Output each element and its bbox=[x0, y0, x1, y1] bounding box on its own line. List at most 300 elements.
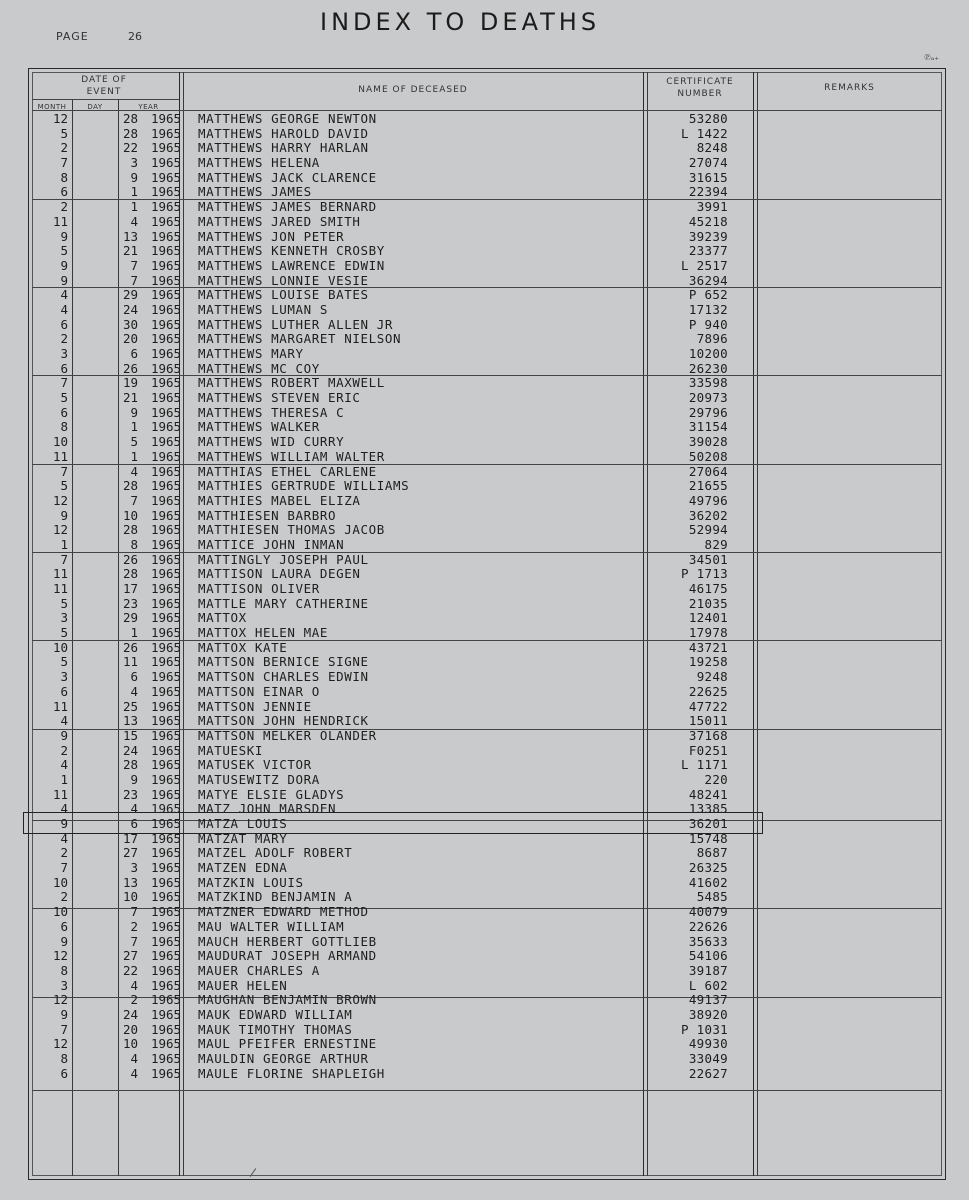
name-cell: MATZAT MARY bbox=[198, 830, 288, 846]
year-cell: 1965 bbox=[150, 331, 182, 347]
name-cell: MATTHEWS MARGARET NIELSON bbox=[198, 331, 402, 347]
name-cell: MATTHEWS HARRY HARLAN bbox=[198, 140, 369, 156]
month-cell: 7 bbox=[60, 1021, 68, 1037]
year-cell: 1965 bbox=[150, 492, 182, 508]
table-row bbox=[32, 303, 762, 318]
day-cell: 26 bbox=[122, 639, 138, 655]
table-row bbox=[32, 611, 762, 626]
certificate-cell: 27064 bbox=[688, 463, 728, 479]
year-cell: 1965 bbox=[150, 977, 182, 993]
table-row bbox=[32, 920, 762, 935]
table-row bbox=[32, 391, 762, 406]
month-cell: 7 bbox=[60, 551, 68, 567]
year-cell: 1965 bbox=[150, 257, 182, 273]
day-cell: 4 bbox=[130, 801, 138, 817]
certificate-cell: 19258 bbox=[688, 654, 728, 670]
table-row bbox=[32, 538, 762, 553]
year-cell: 1965 bbox=[150, 757, 182, 773]
certificate-cell: L 602 bbox=[688, 977, 728, 993]
day-cell: 22 bbox=[122, 962, 138, 978]
year-cell: 1965 bbox=[150, 669, 182, 685]
certificate-cell: 36294 bbox=[688, 272, 728, 288]
page-number: 26 bbox=[128, 30, 142, 43]
month-cell: 2 bbox=[60, 140, 68, 156]
certificate-cell: 49930 bbox=[688, 1036, 728, 1052]
year-cell: 1965 bbox=[150, 272, 182, 288]
day-cell: 28 bbox=[122, 125, 138, 141]
month-cell: 3 bbox=[60, 977, 68, 993]
day-cell: 9 bbox=[130, 771, 138, 787]
table-row bbox=[32, 141, 762, 156]
name-cell: MAUK TIMOTHY THOMAS bbox=[198, 1021, 353, 1037]
table-row bbox=[32, 435, 762, 450]
header-rule-date bbox=[32, 99, 179, 100]
day-cell: 1 bbox=[130, 199, 138, 215]
month-cell: 9 bbox=[60, 816, 68, 831]
certificate-cell: 48241 bbox=[688, 786, 728, 802]
year-cell: 1965 bbox=[150, 845, 182, 861]
day-cell: 1 bbox=[130, 184, 138, 200]
name-cell: MATTHEWS KENNETH CROSBY bbox=[198, 243, 385, 259]
month-cell: 1 bbox=[60, 536, 68, 552]
table-row bbox=[32, 846, 762, 861]
month-cell: 4 bbox=[60, 301, 68, 317]
month-cell: 10 bbox=[52, 874, 68, 890]
month-cell: 3 bbox=[60, 669, 68, 685]
month-cell: 6 bbox=[60, 683, 68, 699]
table-row bbox=[32, 788, 762, 803]
year-cell: 1965 bbox=[150, 713, 182, 729]
day-cell: 4 bbox=[130, 463, 138, 479]
name-cell: MATUSEK VICTOR bbox=[198, 757, 312, 773]
certificate-cell: 17132 bbox=[688, 301, 728, 317]
header-date-of-event: DATE OF EVENT bbox=[81, 75, 127, 97]
certificate-cell: 31154 bbox=[688, 419, 728, 435]
table-row bbox=[32, 318, 762, 333]
month-cell: 6 bbox=[60, 316, 68, 332]
name-cell: MATTHEWS LUTHER ALLEN JR bbox=[198, 316, 394, 332]
day-cell: 6 bbox=[130, 816, 138, 831]
table-row bbox=[32, 274, 762, 289]
table-row bbox=[32, 1008, 762, 1023]
year-cell: 1965 bbox=[150, 419, 182, 435]
certificate-cell: 15011 bbox=[688, 713, 728, 729]
year-cell: 1965 bbox=[150, 654, 182, 670]
name-cell: MAULE FLORINE SHAPLEIGH bbox=[198, 1065, 385, 1081]
table-row bbox=[32, 420, 762, 435]
certificate-cell: L 1171 bbox=[681, 757, 728, 773]
month-cell: 8 bbox=[60, 419, 68, 435]
name-cell: MATTHEWS MARY bbox=[198, 346, 304, 361]
table-row bbox=[32, 347, 762, 362]
year-cell: 1965 bbox=[150, 801, 182, 817]
year-cell: 1965 bbox=[150, 111, 182, 126]
day-cell: 10 bbox=[122, 507, 138, 523]
certificate-cell: 20973 bbox=[688, 390, 728, 406]
name-cell: MATTSON CHARLES EDWIN bbox=[198, 669, 369, 685]
year-cell: 1965 bbox=[150, 1036, 182, 1052]
table-row bbox=[32, 700, 762, 715]
name-cell: MATZKIND BENJAMIN A bbox=[198, 889, 353, 905]
day-cell: 10 bbox=[122, 1036, 138, 1052]
certificate-cell: 22625 bbox=[688, 683, 728, 699]
month-cell: 10 bbox=[52, 639, 68, 655]
table-row bbox=[32, 655, 762, 670]
certificate-cell: 45218 bbox=[688, 213, 728, 229]
year-cell: 1965 bbox=[150, 522, 182, 538]
table-row bbox=[32, 626, 762, 641]
name-cell: MATTHEWS MC COY bbox=[198, 360, 320, 376]
certificate-cell: 23377 bbox=[688, 243, 728, 259]
name-cell: MATTSON JENNIE bbox=[198, 698, 312, 714]
certificate-cell: 47722 bbox=[688, 698, 728, 714]
month-cell: 5 bbox=[60, 125, 68, 141]
year-cell: 1965 bbox=[150, 889, 182, 905]
year-cell: 1965 bbox=[150, 1065, 182, 1081]
certificate-cell: 33049 bbox=[688, 1051, 728, 1066]
table-row bbox=[32, 509, 762, 524]
month-cell: 5 bbox=[60, 625, 68, 641]
name-cell: MATZA LOUIS bbox=[198, 816, 288, 831]
name-cell: MATZKIN LOUIS bbox=[198, 874, 304, 890]
name-cell: MAUER CHARLES A bbox=[198, 962, 320, 978]
table-row bbox=[32, 406, 762, 421]
day-cell: 7 bbox=[130, 272, 138, 288]
month-cell: 9 bbox=[60, 228, 68, 244]
year-cell: 1965 bbox=[150, 360, 182, 376]
day-cell: 7 bbox=[130, 492, 138, 508]
year-cell: 1965 bbox=[150, 155, 182, 171]
name-cell: MATTOX bbox=[198, 610, 247, 626]
month-cell: 8 bbox=[60, 1051, 68, 1066]
year-cell: 1965 bbox=[150, 771, 182, 787]
table-row bbox=[32, 171, 762, 186]
table-row bbox=[32, 450, 762, 465]
table-row bbox=[32, 1052, 762, 1067]
month-cell: 9 bbox=[60, 727, 68, 743]
day-cell: 15 bbox=[122, 727, 138, 743]
day-cell: 29 bbox=[122, 287, 138, 303]
table-row bbox=[32, 376, 762, 391]
year-cell: 1965 bbox=[150, 346, 182, 361]
month-cell: 11 bbox=[52, 786, 68, 802]
table-row bbox=[32, 758, 762, 773]
name-cell: MATTHEWS ROBERT MAXWELL bbox=[198, 375, 385, 391]
name-cell: MATTHEWS HAROLD DAVID bbox=[198, 125, 369, 141]
day-cell: 23 bbox=[122, 595, 138, 611]
day-cell: 27 bbox=[122, 845, 138, 861]
year-cell: 1965 bbox=[150, 213, 182, 229]
year-cell: 1965 bbox=[150, 830, 182, 846]
month-cell: 7 bbox=[60, 375, 68, 391]
year-cell: 1965 bbox=[150, 228, 182, 244]
month-cell: 10 bbox=[52, 434, 68, 450]
name-cell: MATTSON MELKER OLANDER bbox=[198, 727, 377, 743]
name-cell: MATTHEWS THERESA C bbox=[198, 404, 345, 420]
certificate-cell: 34501 bbox=[688, 551, 728, 567]
name-cell: MAUDURAT JOSEPH ARMAND bbox=[198, 948, 377, 964]
name-cell: MATTHEWS HELENA bbox=[198, 155, 320, 171]
year-cell: 1965 bbox=[150, 390, 182, 406]
table-row bbox=[32, 876, 762, 891]
certificate-cell: 21655 bbox=[688, 478, 728, 494]
certificate-cell: 39028 bbox=[688, 434, 728, 450]
month-cell: 5 bbox=[60, 595, 68, 611]
table-row bbox=[32, 215, 762, 230]
certificate-cell: 40079 bbox=[688, 904, 728, 920]
month-cell: 7 bbox=[60, 860, 68, 876]
month-cell: 12 bbox=[52, 522, 68, 538]
year-cell: 1965 bbox=[150, 1006, 182, 1022]
certificate-cell: 22626 bbox=[688, 918, 728, 934]
year-cell: 1965 bbox=[150, 948, 182, 964]
name-cell: MATTHIES GERTRUDE WILLIAMS bbox=[198, 478, 410, 494]
year-cell: 1965 bbox=[150, 287, 182, 303]
day-cell: 9 bbox=[130, 404, 138, 420]
year-cell: 1965 bbox=[150, 184, 182, 200]
day-cell: 10 bbox=[122, 889, 138, 905]
table-row bbox=[32, 582, 762, 597]
month-cell: 12 bbox=[52, 948, 68, 964]
table-row bbox=[32, 641, 762, 656]
name-cell: MATTLE MARY CATHERINE bbox=[198, 595, 369, 611]
day-cell: 27 bbox=[122, 948, 138, 964]
month-cell: 7 bbox=[60, 155, 68, 171]
table-row bbox=[32, 494, 762, 509]
month-cell: 2 bbox=[60, 742, 68, 758]
month-cell: 9 bbox=[60, 257, 68, 273]
certificate-cell: 10200 bbox=[688, 346, 728, 361]
name-cell: MATTHEWS JAMES bbox=[198, 184, 312, 200]
year-cell: 1965 bbox=[150, 478, 182, 494]
table-row bbox=[32, 1023, 762, 1038]
table-row bbox=[32, 479, 762, 494]
name-cell: MATTHIESEN BARBRO bbox=[198, 507, 337, 523]
table-row bbox=[32, 979, 762, 994]
certificate-cell: 41602 bbox=[688, 874, 728, 890]
name-cell: MAUGHAN BENJAMIN BROWN bbox=[198, 992, 377, 1008]
month-cell: 2 bbox=[60, 845, 68, 861]
day-cell: 2 bbox=[130, 918, 138, 934]
name-cell: MATZ JOHN MARSDEN bbox=[198, 801, 337, 817]
certificate-cell: 5485 bbox=[696, 889, 728, 905]
year-cell: 1965 bbox=[150, 786, 182, 802]
day-cell: 20 bbox=[122, 331, 138, 347]
corner-mark: ℗ₐ₊ bbox=[924, 53, 940, 63]
day-cell: 6 bbox=[130, 669, 138, 685]
certificate-cell: 49137 bbox=[688, 992, 728, 1008]
index-rows bbox=[32, 112, 762, 1081]
day-cell: 1 bbox=[130, 448, 138, 464]
day-cell: 28 bbox=[122, 757, 138, 773]
name-cell: MATTSON JOHN HENDRICK bbox=[198, 713, 369, 729]
day-cell: 21 bbox=[122, 390, 138, 406]
certificate-cell: 53280 bbox=[688, 111, 728, 126]
header-month: MONTH bbox=[37, 103, 67, 111]
day-cell: 17 bbox=[122, 830, 138, 846]
year-cell: 1965 bbox=[150, 301, 182, 317]
year-cell: 1965 bbox=[150, 639, 182, 655]
month-cell: 4 bbox=[60, 287, 68, 303]
year-cell: 1965 bbox=[150, 536, 182, 552]
month-cell: 12 bbox=[52, 1036, 68, 1052]
day-cell: 28 bbox=[122, 522, 138, 538]
year-cell: 1965 bbox=[150, 581, 182, 596]
name-cell: MATTHEWS WALKER bbox=[198, 419, 320, 435]
certificate-cell: P 1713 bbox=[681, 566, 728, 582]
year-cell: 1965 bbox=[150, 375, 182, 391]
year-cell: 1965 bbox=[150, 683, 182, 699]
month-cell: 11 bbox=[52, 213, 68, 229]
month-cell: 5 bbox=[60, 390, 68, 406]
page-label: PAGE bbox=[56, 30, 89, 43]
month-cell: 6 bbox=[60, 360, 68, 376]
day-cell: 30 bbox=[122, 316, 138, 332]
month-cell: 9 bbox=[60, 507, 68, 523]
table-row bbox=[32, 112, 762, 127]
day-cell: 7 bbox=[130, 904, 138, 920]
name-cell: MATYE ELSIE GLADYS bbox=[198, 786, 345, 802]
day-cell: 17 bbox=[122, 581, 138, 596]
table-row bbox=[32, 597, 762, 612]
name-cell: MATZNER EDWARD METHOD bbox=[198, 904, 369, 920]
table-row bbox=[32, 670, 762, 685]
month-cell: 10 bbox=[52, 904, 68, 920]
certificate-cell: 220 bbox=[704, 771, 728, 787]
year-cell: 1965 bbox=[150, 1051, 182, 1066]
year-cell: 1965 bbox=[150, 625, 182, 641]
certificate-cell: 38920 bbox=[688, 1006, 728, 1022]
name-cell: MATZEL ADOLF ROBERT bbox=[198, 845, 353, 861]
day-cell: 9 bbox=[130, 169, 138, 185]
certificate-cell: 13385 bbox=[688, 801, 728, 817]
certificate-cell: 829 bbox=[704, 536, 728, 552]
header-certificate-number: CERTIFICATE NUMBER bbox=[666, 77, 734, 99]
certificate-cell: 35633 bbox=[688, 933, 728, 949]
certificate-cell: P 1031 bbox=[681, 1021, 728, 1037]
day-cell: 4 bbox=[130, 213, 138, 229]
day-cell: 8 bbox=[130, 536, 138, 552]
certificate-cell: L 1422 bbox=[681, 125, 728, 141]
header-year: YEAR bbox=[138, 103, 159, 111]
day-cell: 23 bbox=[122, 786, 138, 802]
certificate-cell: 49796 bbox=[688, 492, 728, 508]
year-cell: 1965 bbox=[150, 125, 182, 141]
table-row bbox=[32, 890, 762, 905]
name-cell: MATTHEWS JARED SMITH bbox=[198, 213, 361, 229]
certificate-cell: 50208 bbox=[688, 448, 728, 464]
month-cell: 3 bbox=[60, 346, 68, 361]
certificate-cell: 54106 bbox=[688, 948, 728, 964]
certificate-cell: 9248 bbox=[696, 669, 728, 685]
month-cell: 7 bbox=[60, 463, 68, 479]
month-cell: 9 bbox=[60, 272, 68, 288]
table-row bbox=[32, 200, 762, 215]
name-cell: MAULDIN GEORGE ARTHUR bbox=[198, 1051, 369, 1066]
name-cell: MATTINGLY JOSEPH PAUL bbox=[198, 551, 369, 567]
name-cell: MATTSON EINAR O bbox=[198, 683, 320, 699]
month-cell: 6 bbox=[60, 404, 68, 420]
day-cell: 13 bbox=[122, 713, 138, 729]
table-row bbox=[32, 567, 762, 582]
name-cell: MAUCH HERBERT GOTTLIEB bbox=[198, 933, 377, 949]
month-cell: 4 bbox=[60, 757, 68, 773]
table-row bbox=[32, 332, 762, 347]
year-cell: 1965 bbox=[150, 140, 182, 156]
certificate-cell: 22627 bbox=[688, 1065, 728, 1081]
month-cell: 2 bbox=[60, 889, 68, 905]
month-cell: 12 bbox=[52, 111, 68, 126]
day-cell: 20 bbox=[122, 1021, 138, 1037]
certificate-cell: 31615 bbox=[688, 169, 728, 185]
name-cell: MATTHEWS GEORGE NEWTON bbox=[198, 111, 377, 126]
day-cell: 7 bbox=[130, 257, 138, 273]
name-cell: MATTISON LAURA DEGEN bbox=[198, 566, 361, 582]
day-cell: 13 bbox=[122, 228, 138, 244]
header-remarks: REMARKS bbox=[824, 83, 875, 93]
day-cell: 24 bbox=[122, 301, 138, 317]
month-cell: 8 bbox=[60, 962, 68, 978]
certificate-cell: 36202 bbox=[688, 507, 728, 523]
name-cell: MATTHEWS WILLIAM WALTER bbox=[198, 448, 385, 464]
name-cell: MATTICE JOHN INMAN bbox=[198, 536, 345, 552]
day-cell: 29 bbox=[122, 610, 138, 626]
month-cell: 9 bbox=[60, 1006, 68, 1022]
name-cell: MAUK EDWARD WILLIAM bbox=[198, 1006, 353, 1022]
highlight-box bbox=[23, 812, 763, 834]
day-cell: 13 bbox=[122, 874, 138, 890]
name-cell: MATTHEWS JON PETER bbox=[198, 228, 345, 244]
table-row bbox=[32, 1067, 762, 1082]
header-name-of-deceased: NAME OF DECEASED bbox=[358, 85, 468, 95]
day-cell: 24 bbox=[122, 1006, 138, 1022]
year-cell: 1965 bbox=[150, 169, 182, 185]
day-cell: 28 bbox=[122, 566, 138, 582]
table-row bbox=[32, 861, 762, 876]
year-cell: 1965 bbox=[150, 595, 182, 611]
day-cell: 4 bbox=[130, 1051, 138, 1066]
certificate-cell: 22394 bbox=[688, 184, 728, 200]
certificate-cell: P 940 bbox=[688, 316, 728, 332]
name-cell: MATTOX HELEN MAE bbox=[198, 625, 329, 641]
table-row bbox=[32, 465, 762, 480]
certificate-cell: 46175 bbox=[688, 581, 728, 596]
certificate-cell: 29796 bbox=[688, 404, 728, 420]
year-cell: 1965 bbox=[150, 434, 182, 450]
name-cell: MATTHEWS STEVEN ERIC bbox=[198, 390, 361, 406]
table-row bbox=[32, 230, 762, 245]
table-row bbox=[32, 156, 762, 171]
table-row bbox=[32, 729, 762, 744]
certificate-cell: 8248 bbox=[696, 140, 728, 156]
certificate-cell: 43721 bbox=[688, 639, 728, 655]
table-row bbox=[32, 244, 762, 259]
name-cell: MATTHEWS LUMAN S bbox=[198, 301, 329, 317]
day-cell: 3 bbox=[130, 860, 138, 876]
month-cell: 11 bbox=[52, 566, 68, 582]
certificate-cell: L 2517 bbox=[681, 257, 728, 273]
name-cell: MATUSEWITZ DORA bbox=[198, 771, 320, 787]
day-cell: 21 bbox=[122, 243, 138, 259]
name-cell: MATTHEWS LOUISE BATES bbox=[198, 287, 369, 303]
month-cell: 4 bbox=[60, 830, 68, 846]
table-row bbox=[32, 949, 762, 964]
year-cell: 1965 bbox=[150, 918, 182, 934]
table-row bbox=[32, 993, 762, 1008]
day-cell: 28 bbox=[122, 478, 138, 494]
certificate-cell: 39187 bbox=[688, 962, 728, 978]
table-row bbox=[32, 553, 762, 568]
